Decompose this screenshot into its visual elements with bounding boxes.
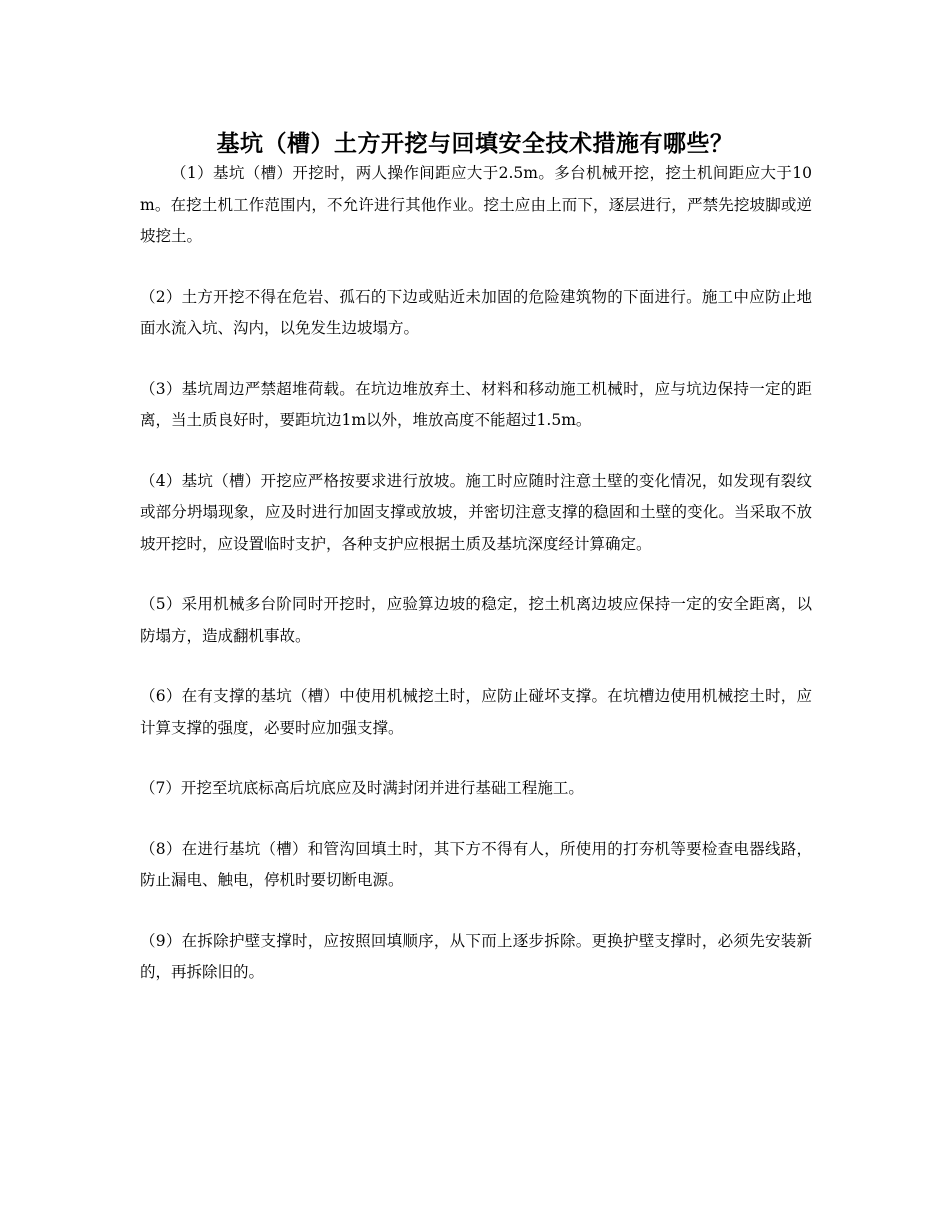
paragraph-4: （4）基坑（槽）开挖应严格按要求进行放坡。施工时应随时注意土壁的变化情况，如发现有裂纹或部分坍塌现象，应及时进行加固支撑或放坡，并密切注意支撑的稳固和土壁的变化。当采取不放坡开挖时，应设置临时支护，各种支护应根据土质及基坑深度经计算确定。: [140, 471, 812, 553]
document-body: [140, 158, 812, 1018]
paragraph-5: （5）采用机械多台阶同时开挖时，应验算边坡的稳定，挖土机离边坡应保持一定的安全距离，以防塌方，造成翻机事故。: [140, 595, 812, 645]
paragraph-2: （2）土方开挖不得在危岩、孤石的下边或贴近未加固的危险建筑物的下面进行。施工中应防止地面水流入坑、沟内，以免发生边坡塌方。: [140, 287, 812, 337]
paragraph-3: （3）基坑周边严禁超堆荷载。在坑边堆放弃土、材料和移动施工机械时，应与坑边保持一定的距离，当土质良好时，要距坑边1m以外，堆放高度不能超过1.5m。: [140, 379, 812, 429]
document-title: 基坑（槽）土方开挖与回填安全技术措施有哪些？: [216, 130, 734, 158]
paragraph-7: （7）开挖至坑底标高后坑底应及时满封闭并进行基础工程施工。: [140, 779, 584, 797]
paragraph-9: （9）在拆除护壁支撑时，应按照回填顺序，从下而上逐步拆除。更换护壁支撑时，必须先安装新的，再拆除旧的。: [140, 931, 812, 981]
paragraph-8: （8）在进行基坑（槽）和管沟回填土时，其下方不得有人，所使用的打夯机等要检查电器线路，防止漏电、触电，停机时要切断电源。: [140, 839, 812, 889]
paragraph-6: （6）在有支撑的基坑（槽）中使用机械挖土时，应防止碰坏支撑。在坑槽边使用机械挖土时，应计算支撑的强度，必要时应加强支撑。: [140, 687, 812, 737]
paragraph-1: （1）基坑（槽）开挖时，两人操作间距应大于2.5m。多台机械开挖，挖土机间距应大于10m。在挖土机工作范围内，不允许进行其他作业。挖土应由上而下，逐层进行，严禁先挖坡脚或逆坡挖土。: [140, 164, 812, 245]
